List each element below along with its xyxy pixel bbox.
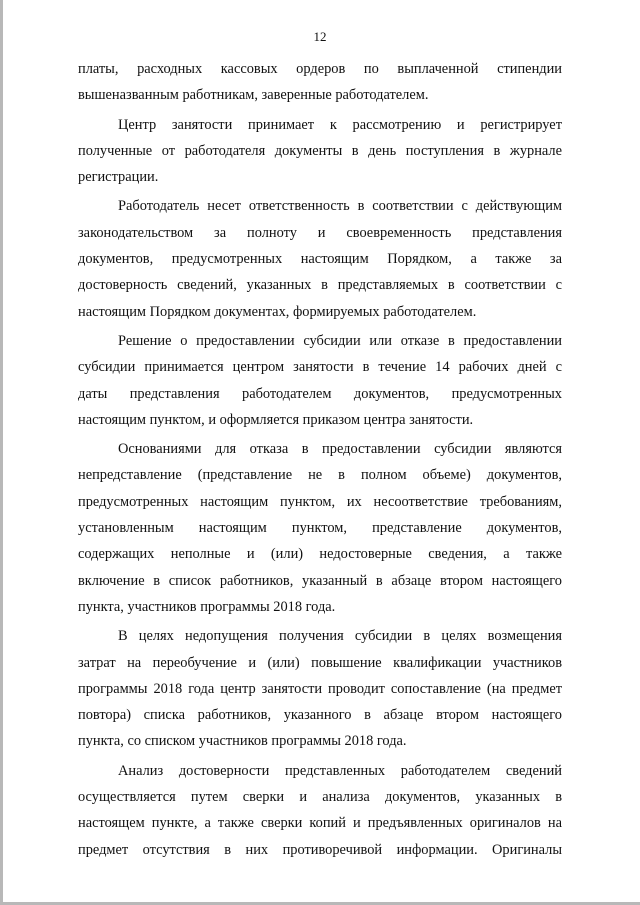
- text-line: затрат на переобучение и (или) повышение квалификации участников: [78, 654, 562, 671]
- text-line: установленным настоящим пунктом, представление документов,: [78, 520, 562, 537]
- paragraph: [78, 193, 562, 324]
- text-line: Анализ достоверности представленных работодателем сведений: [118, 762, 562, 779]
- text-line: Центр занятости принимает к рассмотрению и регистрирует: [118, 116, 562, 133]
- text-line: программы 2018 года центр занятости проводит сопоставление (на предмет: [78, 680, 562, 697]
- text-line: пункта, со списком участников программы 2018 года.: [78, 733, 407, 750]
- text-line: достоверность сведений, указанных в представляемых в соответствии с: [78, 277, 562, 294]
- paragraph: [78, 436, 562, 620]
- text-line: непредставление (представление не в полном объеме) документов,: [78, 467, 562, 484]
- text-line: содержащих неполные и (или) недостоверные сведения, а также: [78, 546, 562, 563]
- text-line: предусмотренных настоящим пунктом, их несоответствие требованиям,: [78, 493, 562, 510]
- text-line: настоящем пункте, а также сверки копий и предъявленных оригиналов на: [78, 815, 562, 832]
- text-line: настоящим пунктом, и оформляется приказом центра занятости.: [78, 411, 474, 428]
- text-line: повтора) списка работников, указанного в абзаце втором настоящего: [78, 707, 562, 724]
- text-line: полученные от работодателя документы в день поступления в журнале: [78, 142, 562, 159]
- text-line: субсидии принимается центром занятости в течение 14 рабочих дней с: [78, 359, 562, 376]
- text-line: Решение о предоставлении субсидии или отказе в предоставлении: [118, 332, 562, 349]
- paragraph: [78, 623, 562, 754]
- page-number: 12: [313, 29, 327, 44]
- text-line: Основаниями для отказа в предоставлении субсидии являются: [118, 441, 562, 458]
- text-line: вышеназванным работникам, заверенные работодателем.: [78, 87, 429, 104]
- paragraph: [78, 56, 562, 109]
- text-line: настоящим Порядком документах, формируемых работодателем.: [78, 303, 477, 320]
- text-line: документов, предусмотренных настоящим Порядком, а также за: [78, 251, 562, 268]
- text-line: Работодатель несет ответственность в соответствии с действующим: [118, 198, 562, 215]
- paragraph: [78, 112, 562, 191]
- text-line: платы, расходных кассовых ордеров по выплаченной стипендии: [78, 61, 562, 77]
- paragraph: [78, 758, 562, 863]
- paragraph: [78, 328, 562, 433]
- text-line: предмет отсутствия в них противоречивой информации. Оригиналы: [78, 841, 562, 858]
- text-line: осуществляется путем сверки и анализа документов, указанных в: [78, 789, 562, 806]
- document-body: [78, 56, 562, 863]
- scan-left-edge: [0, 0, 3, 905]
- text-line: даты представления работодателем документов, предусмотренных: [78, 385, 562, 402]
- text-line: В целях недопущения получения субсидии в целях возмещения: [118, 628, 562, 645]
- text-line: пункта, участников программы 2018 года.: [78, 598, 336, 615]
- text-line: включение в список работников, указанный в абзаце втором настоящего: [78, 572, 562, 589]
- text-line: регистрации.: [78, 169, 159, 186]
- text-line: законодательством за полноту и своевременность представления: [78, 224, 562, 241]
